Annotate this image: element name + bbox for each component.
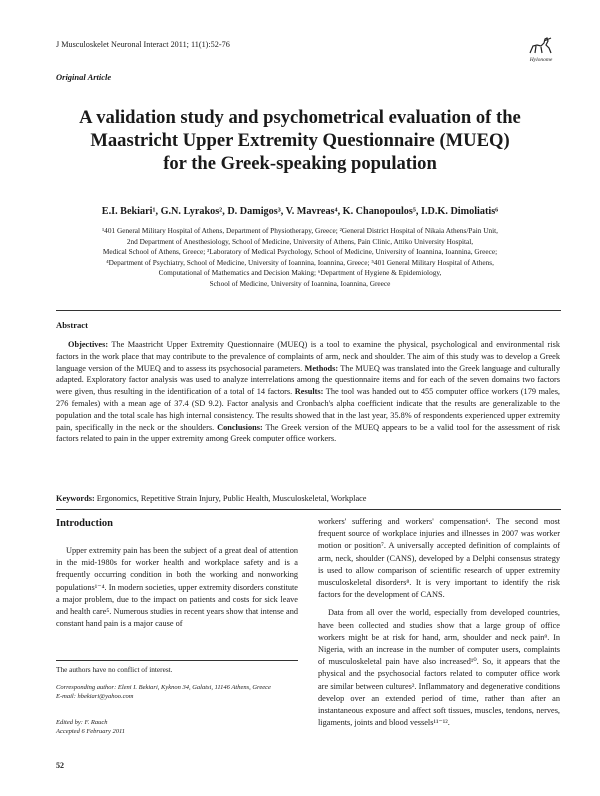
divider [56, 509, 561, 510]
logo-text: Hylonome [529, 57, 553, 63]
title-line: A validation study and psychometrical evaluation of the [79, 107, 521, 128]
affiliation-line: 2nd Department of Anesthesiology, School of Medicine, University of Athens, Pain Clinic, Attiko University Hospital, [126, 236, 474, 246]
corresponding-address: Corresponding author: Eleni I. Bekiari, Kyknon 34, Galatsi, 11146 Athens, Greece [56, 684, 271, 691]
title-line: Maastricht Upper Extremity Questionnaire (MUEQ) [90, 130, 510, 151]
author-list: E.I. Bekiari¹, G.N. Lyrakos², D. Damigos³, V. Mavreas⁴, K. Chanopoulos⁵, I.D.K. Dimoliatis⁶ [101, 206, 499, 217]
article-title [40, 106, 560, 175]
divider [56, 310, 561, 311]
accepted-date: Accepted 6 February 2011 [56, 728, 126, 735]
objectives-label: Objectives: [68, 340, 109, 349]
conclusions-label: Conclusions: [217, 422, 263, 432]
corresponding-email: E-mail: hbekiari@yahoo.com [56, 693, 134, 700]
introduction-heading: Introduction [56, 518, 113, 529]
abstract-heading: Abstract [56, 320, 88, 330]
journal-citation: J Musculoskelet Neuronal Interact 2011; 11(1):52-76 [56, 40, 230, 49]
results-label: Results: [294, 387, 324, 397]
page-number: 52 [56, 761, 64, 770]
edited-by: Edited by: F. Rauch [56, 719, 108, 726]
methods-label: Methods: [304, 363, 339, 373]
corresponding-author [56, 683, 298, 701]
intro-paragraph: workers' suffering and workers' compensation⁶. The second most frequent source of workplace injuries and illnesses in 2007 was worker motion or position⁷. A universally accepted definition of complaints of arm, neck, shoulder (CANS), developed by a Delphi consensus strategy is used to allow comparison of scientific research of upper extremity musculoskeletal disorders⁸. It is very important to identify the risk factors for the development of CANS. [318, 517, 560, 600]
keywords-label: Keywords: [56, 494, 95, 503]
affiliation-line: ¹401 General Military Hospital of Athens, Department of Physiotherapy, Greece; ²General District Hospital of Nikaia Athens/Pain Unit, [101, 226, 499, 235]
objectives-text: The Maastricht Upper Extremity Questionnaire (MUEQ) is a tool to examine the physical, psychological and environmental risk factors in the work place that may contribute to the prevalence of complaints of arm, neck and shoulder. The aim of this study was to develop a Greek language version of the MUEQ and to assess its psychosocial parameters. [56, 340, 560, 373]
footnote-divider [56, 660, 298, 661]
conflict-statement: The authors have no conflict of interest. [56, 665, 173, 674]
intro-paragraph: Data from all over the world, especially from developed countries, have been collected and studies show that a large group of office workers might be at risk for hand, arm, shoulder and neck pain⁹. In Nigeria, with an increase in the number of computer users, complaints of musculoskeletal pain have also increased¹⁰. So, it appears that the physical and the psychosocial factors related to computer office work are similar between cultures². Inflammatory and degenerative conditions develop over an extended period of time, rather than after an instantaneous exposure and affect soft tissues, muscles, tendons, nerves, ligaments, joints and blood vessels¹¹⁻¹². [318, 608, 560, 728]
centaur-logo-icon [527, 36, 555, 56]
editorial-info [56, 718, 125, 736]
journal-logo [518, 36, 564, 63]
methods-text: The MUEQ was translated into the Greek language and culturally adapted. Exploratory factor analysis was used to analyze interrelations among the questionnaire items and for each of the seven domains two factors were given, thus resulting in the identification of a total of 14 factors. [56, 363, 561, 397]
abstract-body [56, 339, 560, 445]
keywords [56, 494, 560, 503]
intro-right-column [318, 516, 560, 735]
conclusions-text: The Greek version of the MUEQ appears to be a valid tool for the assessment of risk factors related to pain in the upper extremity among Greek computer office workers. [56, 422, 560, 444]
article-type: Original Article [56, 72, 112, 82]
intro-left-column: Upper extremity pain has been the subject of a great deal of attention in the mid-1980s for worker health and workplace safety and is a frequently occurring condition in both the working and nonworking populations¹⁻⁴. In modern societies, upper extremity disorders constitute a major problem, due to the impact on patients and costs for sick leave and health care⁵. Numerous studies in recent years show that intense and constant hand pain is a major cause of [56, 546, 298, 629]
affiliations [40, 226, 560, 290]
title-line: for the Greek-speaking population [163, 153, 437, 174]
keywords-text: Ergonomics, Repetitive Strain Injury, Public Health, Musculoskeletal, Workplace [94, 494, 367, 503]
results-text: The tool was handed out to 455 computer office workers (179 males, 276 females) with a mean age of 37.4 (SD 9.2). Factor analysis and Cronbach's alpha coefficient indicate that the results are generalizable to the population and the total scale has high internal consistency. The results showed that in the last year, 35.8% of respondents experienced upper extremity pain, specifically in the neck or the shoulders. [56, 387, 560, 432]
affiliation-line: Medical School of Athens, Greece; ³Laboratory of Medical Psychology, School of Medicine, University of Ioannina, Ioannina, Greece; [102, 247, 498, 257]
affiliation-line: ⁴Department of Psychiatry, School of Medicine, University of Ioannina, Ioannina, Greece; ⁵401 General Military Hospital of Athens, [106, 257, 494, 267]
affiliation-line: Computational of Mathematics and Decision Making; ⁶Department of Hygiene & Epidemiology, [158, 268, 442, 278]
affiliation-line: School of Medicine, University of Ioannina, Ioannina, Greece [209, 278, 391, 288]
